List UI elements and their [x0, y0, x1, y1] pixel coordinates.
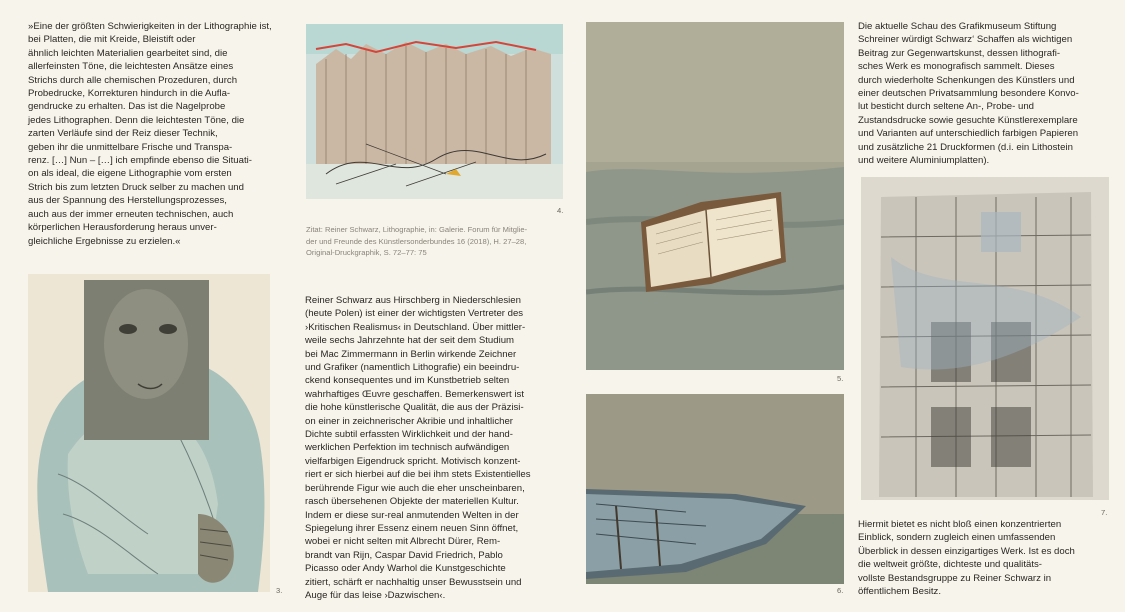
figure-number-4: 4.	[557, 206, 564, 215]
closing-text: Hiermit bietet es nicht bloß einen konzentrierten Einblick, sondern zugleich einen umfassenden Überblick in dessen einzigartiges Werk. Ist es doch die weltweit größte, dichteste und qualitäts- vollste Bestandsgruppe zu Reiner Schwarz in öffentlichem Besitz.	[858, 519, 1075, 598]
quote-source-caption: Zitat: Reiner Schwarz, Lithographie, in: Galerie. Forum für Mitglie- der und Freunde des Künstlersonderbundes 16 (2018), H. 27–28, Original-Druckgraphik, S. 72–77: 75	[306, 225, 528, 258]
figure-number-3: 3.	[276, 586, 283, 595]
exhibit-text: Die aktuelle Schau des Grafikmuseum Stiftung Schreiner würdigt Schwarz‘ Schaffen als wichtigen Beitrag zur Gegenwartskunst, dessen lithografi- sches Werk es monografisch sammelt. Dieses durch wiederholte Schenkungen des Künstlers und einer deutschen Privatsammlung besondere Konvo- lut besticht durch seltene An-, Probe- und Zustandsdrucke sowie gesuchte Künstlerexemplare und Varianten auf unterschiedlich farbigen Papieren und zusätzliche 21 Druckformen (d.i. ein Lithostein und weitere Aluminiumplatten).	[858, 21, 1079, 167]
artwork-figure-book	[586, 22, 844, 370]
quote-text: »Eine der größten Schwierigkeiten in der Lithographie ist, bei Platten, die mit Kreide, Bleistift oder ähnlich leichten Materialien gearbeitet sind, die allerfeinsten Töne, die leichtesten Ansätze eines Strichs durch alle chemischen Prozeduren, durch Probedrucke, Korrekturen hindurch in die Aufla- gendrucke zu erhalten. Das ist die Nagelprobe jedes Lithographen. Denn die leichtesten Töne, die zarten Verläufe sind der Reiz dieser Technik, geben ihr die unmittelbare Frische und Transpa- renz. […] Nun – […] ich empfinde ebenso die Situati- on als ideal, die eigene Lithographie vom ersten Strich bis zum letzten Druck selber zu machen und aus der Spannung des Herstellungsprozesses, auch aus der immer erneuten technischen, auch körperlichen Herausforderung heraus unver- gleichliche Ergebnisse zu erzielen.«	[28, 21, 272, 247]
artwork-figure-facade	[861, 177, 1109, 500]
figure-number-5: 5.	[837, 374, 844, 383]
artwork-figure-boat	[586, 394, 844, 584]
artwork-figure-wall	[306, 24, 563, 199]
main-text: Reiner Schwarz aus Hirschberg in Niederschlesien (heute Polen) ist einer der wichtigsten Vertreter des ›Kritischen Realismus‹ in Deutschland. Über mittler- weile sechs Jahrzehnte hat der seit dem Studium bei Mac Zimmermann in Berlin wirkende Zeichner und Grafiker (namentlich Lithografie) ein beeindru- ckend konsequentes und im Kunstbetrieb selten wahrhaftiges Œuvre geschaffen. Bemerkenswert ist die hohe künstlerische Qualität, die aus der Präzisi- on einer in zeichnerischer Akribie und inhaltlicher Dichte subtil erfassten Wirklichkeit und der hand- werklichen Perfektion im technisch aufwändigen vielfarbigen Eigendruck spricht. Motivisch konzent- riert er sich hierbei auf die bei ihm stets Existentielles berührende Figur wie auch die eher unscheinbaren, rasch übersehenen Objekte der materiellen Kultur. Indem er diese sur-real anmutenden Welten in der Spiegelung ihrer Essenz einem neuen Sinn öffnet, wobei er nicht selten mit Albrecht Dürer, Rem- brandt van Rijn, Caspar David Friedrich, Pablo Picasso oder Andy Warhol die Kunstgeschichte zitiert, schärft er nachhaltig unser Bewusstsein und Auge für das leise ›Dazwischen‹.	[305, 295, 531, 601]
figure-number-7: 7.	[1101, 508, 1108, 517]
artwork-figure-portrait	[28, 274, 270, 592]
figure-number-6: 6.	[837, 586, 844, 595]
